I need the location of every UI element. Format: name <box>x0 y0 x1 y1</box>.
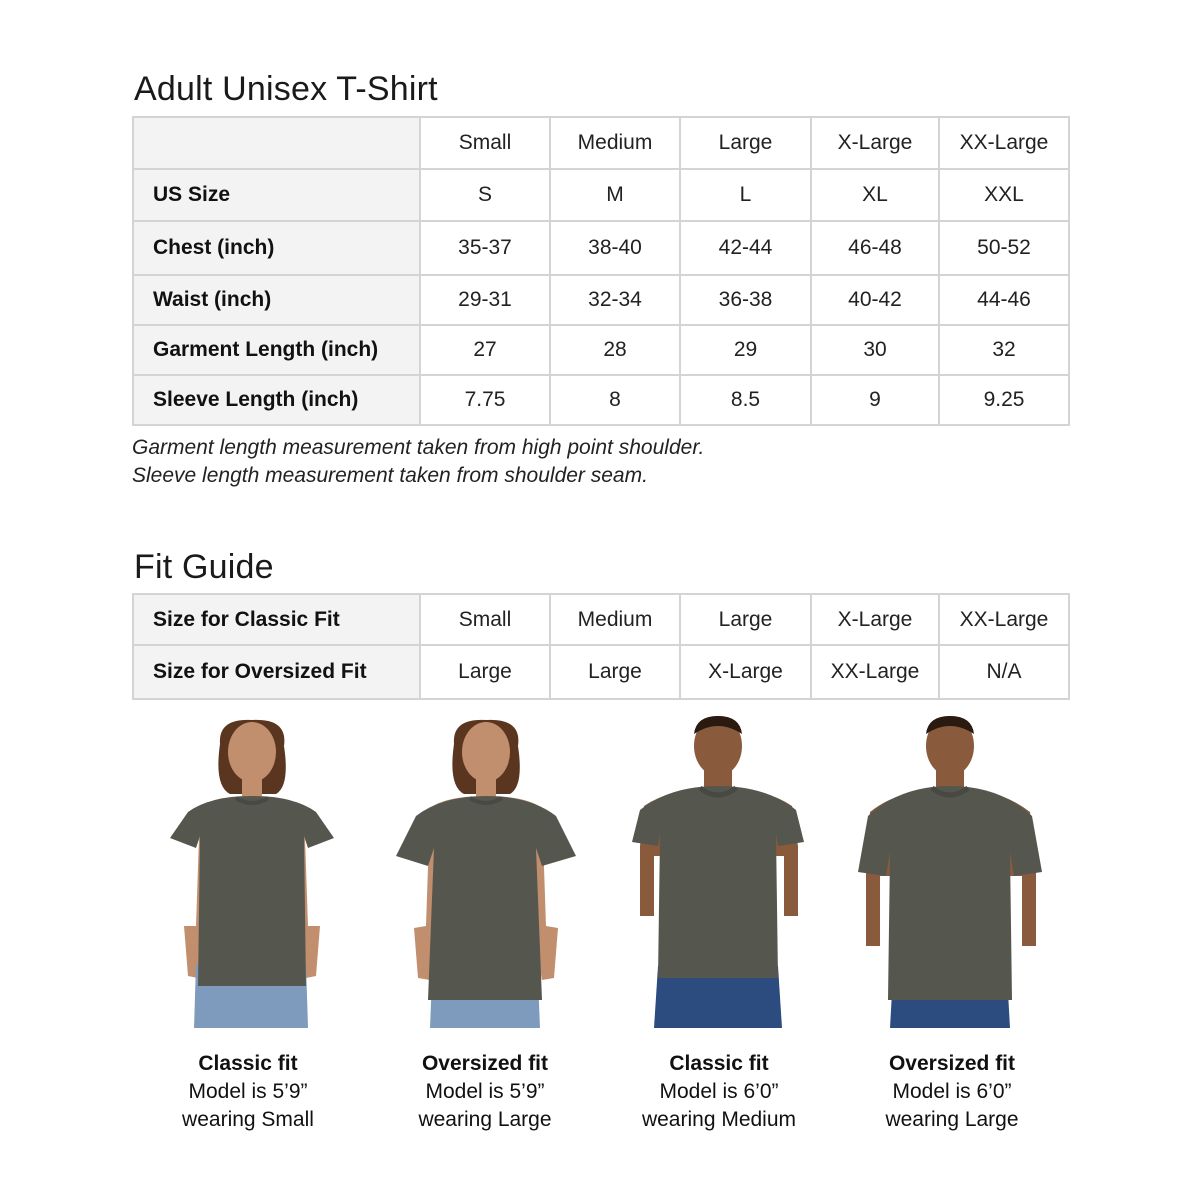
table-row <box>133 375 1069 425</box>
t-shirt-shape <box>632 786 804 978</box>
fit-type-label: Oversized fit <box>888 1052 1016 1075</box>
table-cell: 32 <box>939 325 1069 375</box>
table-cell: N/A <box>939 645 1069 699</box>
table-cell: XX-Large <box>939 594 1069 645</box>
table-cell: 30 <box>811 325 939 375</box>
table-cell: M <box>550 169 680 221</box>
measurement-note: Sleeve length measurement taken from shoulder seam. <box>132 464 648 487</box>
row-label: Waist (inch) <box>133 275 420 325</box>
model-height-label: Model is 5’9” <box>188 1080 308 1103</box>
model-size-label: wearing Small <box>182 1108 314 1131</box>
model-size-label: wearing Medium <box>641 1108 797 1131</box>
table-cell: 44-46 <box>939 275 1069 325</box>
row-label: Size for Classic Fit <box>133 594 420 645</box>
table-cell: Small <box>420 594 550 645</box>
fit-type-label: Classic fit <box>198 1052 298 1075</box>
column-header: X-Large <box>811 117 939 169</box>
table-row <box>133 169 1069 221</box>
measurement-note: Garment length measurement taken from high point shoulder. <box>132 436 705 459</box>
table-cell: Medium <box>550 594 680 645</box>
table-cell: X-Large <box>680 645 811 699</box>
size-chart-header-row <box>133 117 1069 169</box>
fit-type-label: Classic fit <box>669 1052 769 1075</box>
model-man-oversized-fit-image <box>846 716 1056 1028</box>
fit-guide-table <box>132 593 1070 700</box>
table-cell: X-Large <box>811 594 939 645</box>
corner-cell <box>133 117 420 169</box>
column-header: XX-Large <box>939 117 1069 169</box>
row-label: Chest (inch) <box>133 221 420 275</box>
table-cell: 50-52 <box>939 221 1069 275</box>
table-row <box>133 645 1069 699</box>
t-shirt-shape <box>858 786 1042 1000</box>
model-size-label: wearing Large <box>885 1108 1019 1131</box>
table-cell: 7.75 <box>420 375 550 425</box>
table-cell: 29-31 <box>420 275 550 325</box>
table-cell: 40-42 <box>811 275 939 325</box>
face-shape <box>228 722 276 782</box>
size-chart-title: Adult Unisex T-Shirt <box>134 70 438 108</box>
table-row <box>133 221 1069 275</box>
row-label: US Size <box>133 169 420 221</box>
model-size-label: wearing Large <box>418 1108 552 1131</box>
model-height-label: Model is 6’0” <box>659 1080 779 1103</box>
model-caption <box>355 1050 615 1134</box>
table-cell: XX-Large <box>811 645 939 699</box>
table-row <box>133 594 1069 645</box>
table-cell: XL <box>811 169 939 221</box>
table-cell: 8.5 <box>680 375 811 425</box>
column-header: Large <box>680 117 811 169</box>
table-cell: XXL <box>939 169 1069 221</box>
column-header: Small <box>420 117 550 169</box>
table-row <box>133 325 1069 375</box>
table-cell: 46-48 <box>811 221 939 275</box>
table-cell: Large <box>420 645 550 699</box>
model-woman-oversized-fit-image <box>382 716 592 1028</box>
table-cell: Large <box>550 645 680 699</box>
table-cell: S <box>420 169 550 221</box>
table-cell: Large <box>680 594 811 645</box>
table-cell: 9 <box>811 375 939 425</box>
model-woman-classic-fit-image <box>148 716 358 1028</box>
size-chart-table <box>132 116 1070 426</box>
table-cell: 8 <box>550 375 680 425</box>
row-label: Garment Length (inch) <box>133 325 420 375</box>
table-cell: 36-38 <box>680 275 811 325</box>
table-cell: 9.25 <box>939 375 1069 425</box>
table-cell: 29 <box>680 325 811 375</box>
table-cell: 27 <box>420 325 550 375</box>
fit-guide-title: Fit Guide <box>134 548 274 586</box>
table-cell: 35-37 <box>420 221 550 275</box>
table-cell: 42-44 <box>680 221 811 275</box>
table-cell: 32-34 <box>550 275 680 325</box>
model-height-label: Model is 6’0” <box>892 1080 1012 1103</box>
row-label: Sleeve Length (inch) <box>133 375 420 425</box>
model-caption <box>589 1050 849 1134</box>
fit-type-label: Oversized fit <box>421 1052 549 1075</box>
model-man-classic-fit-image <box>614 716 824 1028</box>
model-caption <box>822 1050 1082 1134</box>
column-header: Medium <box>550 117 680 169</box>
table-cell: 38-40 <box>550 221 680 275</box>
table-row <box>133 275 1069 325</box>
model-height-label: Model is 5’9” <box>425 1080 545 1103</box>
model-caption <box>118 1050 378 1134</box>
table-cell: 28 <box>550 325 680 375</box>
face-shape <box>462 722 510 782</box>
table-cell: L <box>680 169 811 221</box>
row-label: Size for Oversized Fit <box>133 645 420 699</box>
